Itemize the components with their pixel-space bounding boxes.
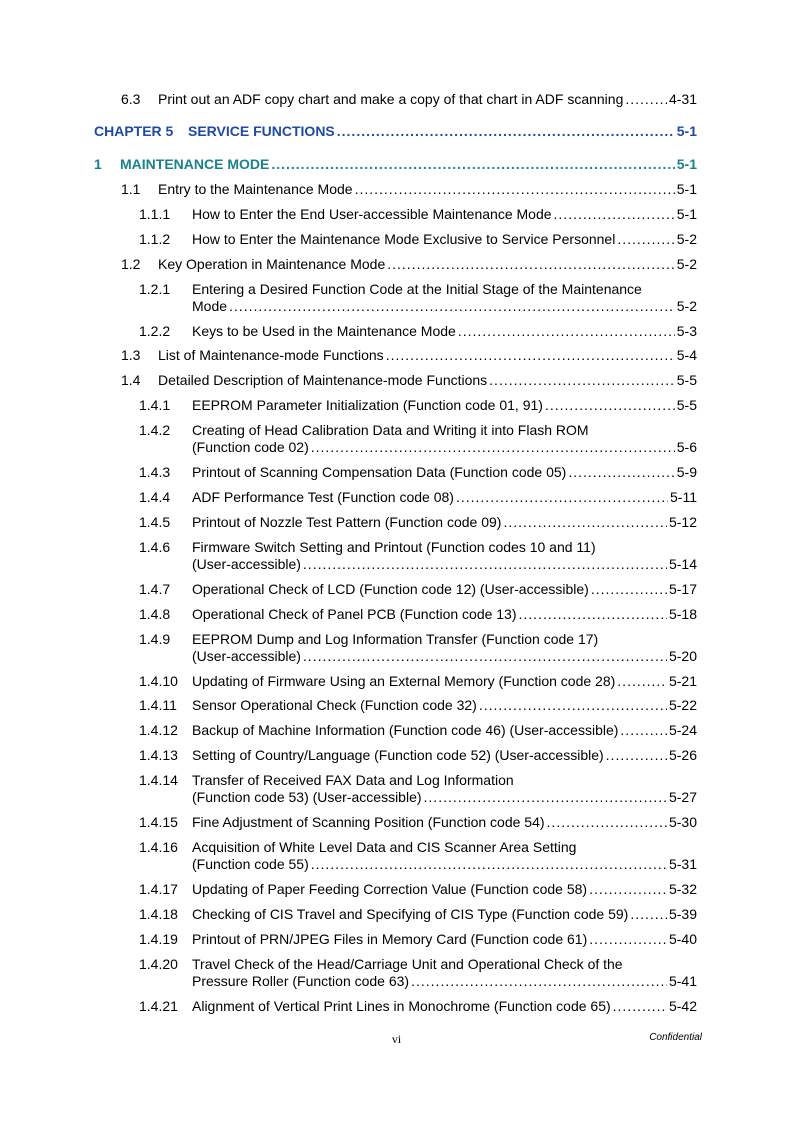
toc-number: 1.4.10	[139, 673, 178, 689]
toc-entry[interactable]	[121, 181, 697, 198]
dot-leader	[589, 881, 667, 898]
toc-entry[interactable]	[139, 539, 697, 573]
toc-entry[interactable]	[139, 839, 697, 873]
toc-number: 1.4.4	[139, 489, 171, 505]
toc-number: 1.4.7	[139, 581, 171, 597]
toc-entry[interactable]	[139, 281, 697, 315]
toc-number: 1.4.11	[139, 697, 177, 713]
toc-number: 1.4	[121, 372, 141, 388]
confidential-label: Confidential	[649, 1032, 702, 1043]
toc-page: 5-40	[668, 931, 697, 947]
toc-title: Printout of PRN/JPEG Files in Memory Card (Function code 61)	[192, 931, 588, 947]
toc-entry[interactable]	[139, 881, 697, 898]
toc-title: Operational Check of Panel PCB (Function code 13)	[192, 606, 517, 622]
toc-page: 5-17	[668, 581, 697, 597]
toc-title: Printout of Nozzle Test Pattern (Function code 09)	[192, 514, 502, 530]
toc-page: 5-21	[668, 673, 697, 689]
toc-entry[interactable]	[139, 397, 697, 414]
toc-title: Printout of Scanning Compensation Data (Function code 05)	[192, 464, 567, 480]
toc-title: Backup of Machine Information (Function code 46) (User-accessible)	[192, 722, 619, 738]
dot-leader	[617, 231, 674, 248]
toc-title-continued: (User-accessible)	[192, 648, 301, 664]
toc-title: Detailed Description of Maintenance-mode Functions	[158, 372, 488, 388]
toc-entry[interactable]	[139, 747, 697, 764]
toc-number: 1.4.5	[139, 514, 171, 530]
toc-title: ADF Performance Test (Function code 08)	[192, 489, 454, 505]
toc-page: 5-2	[676, 231, 697, 247]
toc-title-continued: (Function code 53) (User-accessible)	[192, 789, 422, 805]
toc-title-continued: Mode	[192, 298, 228, 314]
dot-leader	[456, 489, 668, 506]
toc-title: Fine Adjustment of Scanning Position (Function code 54)	[192, 814, 545, 830]
toc-number: 1.1.1	[139, 206, 171, 222]
toc-entry[interactable]	[139, 206, 697, 223]
toc-entry[interactable]	[139, 514, 697, 531]
toc-page: 5-9	[676, 464, 697, 480]
dot-leader	[503, 514, 667, 531]
toc-number: 1.4.15	[139, 814, 178, 830]
toc-entry[interactable]	[121, 91, 697, 108]
toc-page: 5-27	[668, 789, 697, 805]
toc-entry[interactable]	[139, 697, 697, 714]
toc-number: 1.2.1	[139, 281, 171, 297]
toc-page: 5-5	[676, 397, 697, 413]
dot-leader	[620, 722, 667, 739]
dot-leader	[489, 372, 675, 389]
toc-page: 5-11	[670, 489, 697, 505]
dot-leader	[630, 906, 667, 923]
dot-leader	[458, 323, 675, 340]
toc-page: 5-2	[676, 256, 697, 272]
toc-entry[interactable]	[139, 814, 697, 831]
toc-section-entry[interactable]	[94, 156, 697, 173]
toc-title: Acquisition of White Level Data and CIS Scanner Area Setting	[192, 839, 577, 855]
toc-page: 5-3	[676, 323, 697, 339]
page-number: vi	[391, 1032, 402, 1046]
toc-title: Travel Check of the Head/Carriage Unit and Operational Check of the	[192, 956, 623, 972]
toc-entry[interactable]	[139, 998, 697, 1015]
toc-entry[interactable]	[139, 231, 697, 248]
toc-entry[interactable]	[139, 631, 697, 665]
dot-leader	[424, 789, 667, 806]
toc-title: Firmware Switch Setting and Printout (Function codes 10 and 11)	[192, 539, 596, 555]
toc-title: Key Operation in Maintenance Mode	[158, 256, 386, 272]
toc-title: List of Maintenance-mode Functions	[158, 347, 384, 363]
toc-title: SERVICE FUNCTIONS	[188, 123, 335, 139]
dot-leader	[411, 973, 667, 990]
toc-title: Operational Check of LCD (Function code 12) (User-accessible)	[192, 581, 589, 597]
toc-page: 5-4	[676, 347, 697, 363]
toc-title: Checking of CIS Travel and Specifying of CIS Type (Function code 59)	[192, 906, 629, 922]
toc-entry[interactable]	[139, 606, 697, 623]
toc-number: 1.4.3	[139, 464, 171, 480]
toc-page: 5-41	[668, 973, 697, 989]
toc-title: Print out an ADF copy chart and make a copy of that chart in ADF scanning	[158, 91, 624, 107]
toc-entry[interactable]	[139, 956, 697, 990]
dot-leader	[545, 397, 675, 414]
toc-page: 5-32	[668, 881, 697, 897]
toc-page: 5-5	[676, 372, 697, 388]
toc-entry[interactable]	[139, 931, 697, 948]
toc-page: 5-24	[668, 722, 697, 738]
toc-entry[interactable]	[139, 673, 697, 690]
toc-number: 1.4.14	[139, 772, 178, 788]
toc-number: 1.4.16	[139, 839, 178, 855]
dot-leader	[387, 256, 675, 273]
toc-title: How to Enter the Maintenance Mode Exclusive to Service Personnel	[192, 231, 616, 247]
toc-title-continued: Pressure Roller (Function code 63)	[192, 973, 410, 989]
toc-title: Updating of Firmware Using an External Memory (Function code 28)	[192, 673, 616, 689]
toc-number: 1.4.6	[139, 539, 171, 555]
toc-number: 1.3	[121, 347, 141, 363]
dot-leader	[554, 206, 675, 223]
toc-page: 5-1	[676, 181, 697, 197]
toc-entry[interactable]	[121, 372, 697, 389]
dot-leader	[303, 556, 667, 573]
toc-number: 1.2.2	[139, 323, 171, 339]
toc-title: Setting of Country/Language (Function code 52) (User-accessible)	[192, 747, 604, 763]
toc-number: CHAPTER 5	[94, 123, 174, 139]
dot-leader	[337, 123, 675, 140]
toc-page: 5-1	[676, 123, 697, 139]
toc-number: 1.4.13	[139, 747, 178, 763]
dot-leader	[303, 648, 667, 665]
dot-leader	[591, 581, 667, 598]
toc-page: 5-26	[668, 747, 697, 763]
toc-chapter-entry[interactable]	[94, 123, 697, 140]
toc-number: 1	[94, 156, 102, 172]
dot-leader	[547, 814, 667, 831]
toc-number: 1.4.18	[139, 906, 178, 922]
dot-leader	[606, 747, 667, 764]
toc-number: 1.4.8	[139, 606, 171, 622]
toc-title-continued: (Function code 55)	[192, 856, 309, 872]
toc-title: Updating of Paper Feeding Correction Value (Function code 58)	[192, 881, 588, 897]
toc-entry[interactable]	[139, 772, 697, 806]
toc-page: 5-2	[676, 298, 697, 314]
toc-page: 5-22	[668, 697, 697, 713]
dot-leader	[355, 181, 675, 198]
dot-leader	[617, 673, 667, 690]
toc-entry[interactable]	[139, 906, 697, 923]
toc-title: Entry to the Maintenance Mode	[158, 181, 353, 197]
dot-leader	[625, 91, 667, 108]
toc-page: 5-1	[676, 156, 697, 172]
toc-title: EEPROM Parameter Initialization (Function code 01, 91)	[192, 397, 543, 413]
toc-number: 1.4.21	[139, 998, 178, 1014]
toc-number: 1.1.2	[139, 231, 171, 247]
toc-entry[interactable]	[139, 323, 697, 340]
toc-page: 5-20	[668, 648, 697, 664]
toc-entry[interactable]	[139, 581, 697, 598]
toc-number: 1.2	[121, 256, 141, 272]
toc-entry[interactable]	[139, 489, 697, 506]
toc-page: 5-12	[668, 514, 697, 530]
toc-title: Sensor Operational Check (Function code 32)	[192, 697, 477, 713]
toc-entry[interactable]	[121, 256, 697, 273]
toc-number: 1.4.20	[139, 956, 178, 972]
toc-title: Creating of Head Calibration Data and Writing it into Flash ROM	[192, 422, 589, 438]
dot-leader	[311, 439, 675, 456]
toc-entry[interactable]	[121, 347, 697, 364]
dot-leader	[568, 464, 674, 481]
toc-number: 6.3	[121, 91, 141, 107]
toc-title: EEPROM Dump and Log Information Transfer (Function code 17)	[192, 631, 599, 647]
toc-number: 1.4.19	[139, 931, 178, 947]
toc-page: 5-31	[668, 856, 697, 872]
toc-title: Keys to be Used in the Maintenance Mode	[192, 323, 456, 339]
dot-leader	[311, 856, 667, 873]
toc-number: 1.1	[121, 181, 141, 197]
toc-entry[interactable]	[139, 722, 697, 739]
toc-entry[interactable]	[139, 464, 697, 481]
toc-page: 5-6	[676, 439, 697, 455]
dot-leader	[613, 998, 667, 1015]
dot-leader	[479, 697, 667, 714]
toc-title: Alignment of Vertical Print Lines in Monochrome (Function code 65)	[192, 998, 611, 1014]
toc-page: 5-14	[668, 556, 697, 572]
toc-page: 5-18	[668, 606, 697, 622]
dot-leader	[271, 156, 674, 173]
toc-page: 5-30	[668, 814, 697, 830]
toc-title: MAINTENANCE MODE	[120, 156, 270, 172]
toc-page: 5-42	[668, 998, 697, 1014]
toc-title-continued: (Function code 02)	[192, 439, 309, 455]
toc-entry[interactable]	[139, 422, 697, 456]
toc-number: 1.4.2	[139, 422, 171, 438]
dot-leader	[589, 931, 667, 948]
toc-title: How to Enter the End User-accessible Maintenance Mode	[192, 206, 552, 222]
toc-page: 5-39	[668, 906, 697, 922]
toc-title: Transfer of Received FAX Data and Log Information	[192, 772, 514, 788]
toc-title: Entering a Desired Function Code at the Initial Stage of the Maintenance	[192, 281, 642, 297]
toc-title-continued: (User-accessible)	[192, 556, 301, 572]
toc-page: 5-1	[676, 206, 697, 222]
dot-leader	[229, 298, 675, 315]
toc-number: 1.4.17	[139, 881, 178, 897]
toc-number: 1.4.9	[139, 631, 171, 647]
dot-leader	[519, 606, 667, 623]
toc-number: 1.4.12	[139, 722, 178, 738]
toc-number: 1.4.1	[139, 397, 171, 413]
dot-leader	[386, 347, 675, 364]
toc-page: 4-31	[668, 91, 697, 107]
